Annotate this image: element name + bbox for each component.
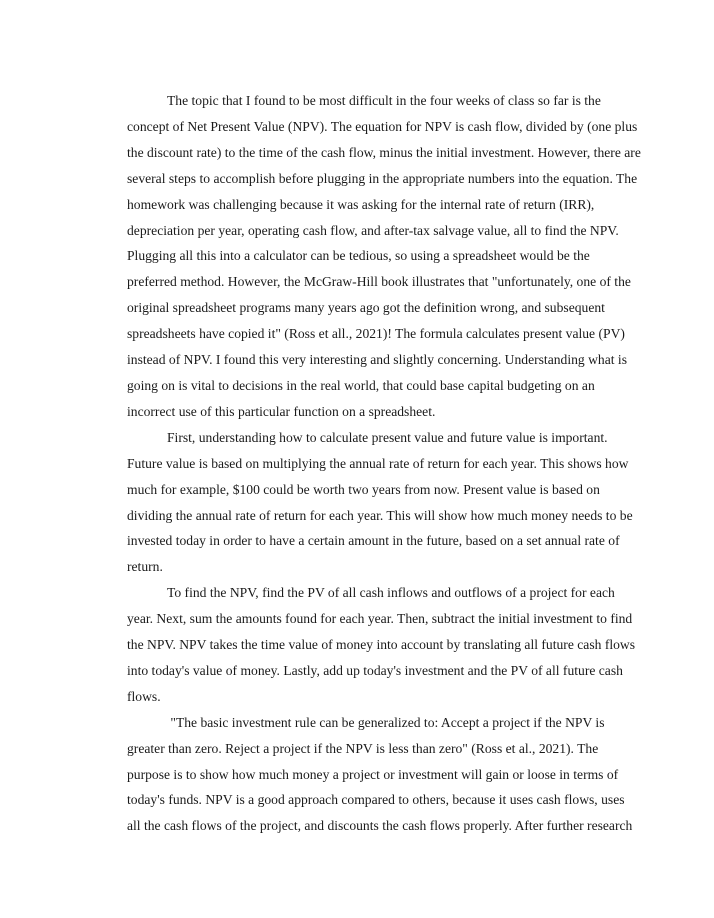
text-line: "The basic investment rule can be generalized to: Accept a project if the NPV is xyxy=(167,714,605,730)
text-line: First, understanding how to calculate present value and future value is important. xyxy=(167,429,608,445)
text-line: dividing the annual rate of return for each year. This will show how much money needs to be xyxy=(127,507,633,523)
text-line: several steps to accomplish before plugging in the appropriate numbers into the equation. The xyxy=(127,170,638,186)
paragraph-pv-fv xyxy=(87,425,639,580)
paragraph-find-npv xyxy=(87,580,639,710)
text-line: The topic that I found to be most difficult in the four weeks of class so far is the xyxy=(167,93,601,108)
text-line: instead of NPV. I found this very interesting and slightly concerning. Understanding what is xyxy=(127,352,627,368)
text-line: concept of Net Present Value (NPV). The equation for NPV is cash flow, divided by (one plus xyxy=(127,118,638,134)
document-page xyxy=(87,88,639,839)
text-line: all the cash flows of the project, and discounts the cash flows properly. After further research xyxy=(127,818,633,834)
text-line: preferred method. However, the McGraw-Hill book illustrates that "unfortunately, one of the xyxy=(127,274,631,290)
text-line: homework was challenging because it was asking for the internal rate of return (IRR), xyxy=(127,196,595,212)
text-line: year. Next, sum the amounts found for each year. Then, subtract the initial investment to find xyxy=(127,611,633,627)
text-line: the NPV. NPV takes the time value of money into account by translating all future cash flows xyxy=(127,637,636,653)
text-line: the discount rate) to the time of the cash flow, minus the initial investment. However, there are xyxy=(127,144,641,160)
paragraph-investment-rule xyxy=(87,710,639,840)
text-line: greater than zero. Reject a project if the NPV is less than zero" (Ross et al., 2021). The xyxy=(127,740,599,756)
text-line: original spreadsheet programs many years ago got the definition wrong, and subsequent xyxy=(127,300,605,316)
text-line: To find the NPV, find the PV of all cash inflows and outflows of a project for each xyxy=(167,585,615,601)
text-line: flows. xyxy=(127,688,161,704)
text-line: Plugging all this into a calculator can be tedious, so using a spreadsheet would be the xyxy=(127,248,590,264)
text-line: much for example, $100 could be worth two years from now. Present value is based on xyxy=(127,481,600,497)
paragraph-npv-difficulty xyxy=(87,88,639,425)
text-line: going on is vital to decisions in the real world, that could base capital budgeting on an xyxy=(127,377,595,393)
text-line: return. xyxy=(127,559,163,575)
text-line: today's funds. NPV is a good approach compared to others, because it uses cash flows, uses xyxy=(127,792,625,808)
text-line: into today's value of money. Lastly, add up today's investment and the PV of all future cash xyxy=(127,662,623,678)
text-line: spreadsheets have copied it" (Ross et all., 2021)! The formula calculates present value (PV) xyxy=(127,326,625,342)
text-line: Future value is based on multiplying the annual rate of return for each year. This shows how xyxy=(127,455,629,471)
text-line: purpose is to show how much money a project or investment will gain or loose in terms of xyxy=(127,766,619,782)
text-line: incorrect use of this particular function on a spreadsheet. xyxy=(127,403,436,419)
text-line: depreciation per year, operating cash flow, and after-tax salvage value, all to find the NPV. xyxy=(127,222,619,238)
text-line: invested today in order to have a certain amount in the future, based on a set annual rate of xyxy=(127,533,620,549)
